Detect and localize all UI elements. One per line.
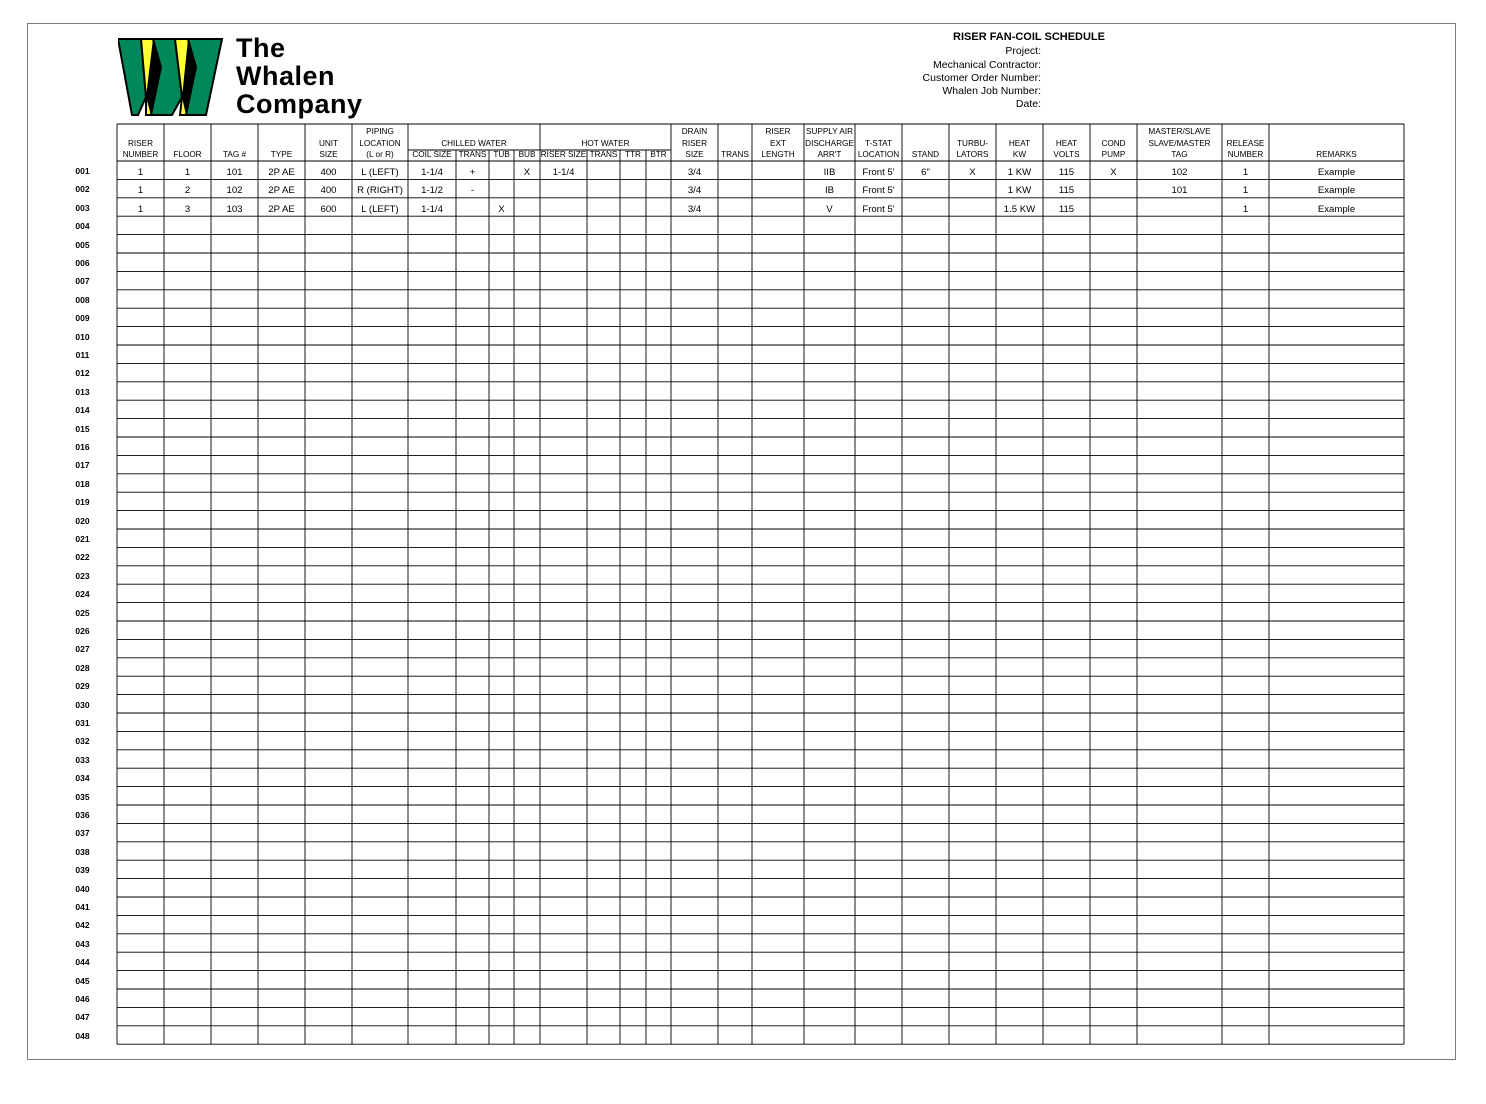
row-number: 032 xyxy=(75,736,90,747)
row-number: 027 xyxy=(75,644,90,655)
table-cell: L (LEFT) xyxy=(361,167,399,178)
row-number: 004 xyxy=(75,221,90,232)
row-number: 036 xyxy=(75,810,90,820)
row-number: 009 xyxy=(75,313,90,324)
table-cell: 1 xyxy=(1242,185,1249,197)
chilled-water-header: CHILLED WATER xyxy=(441,139,507,148)
table-cell: 400 xyxy=(320,185,337,197)
row-number: 013 xyxy=(75,386,90,397)
table-cell: IB xyxy=(824,185,835,197)
row-number: 033 xyxy=(75,754,90,765)
row-number: 026 xyxy=(75,626,90,636)
table-cell: 1 xyxy=(137,167,144,178)
row-number: 039 xyxy=(75,865,90,876)
table-cell: 101 xyxy=(1171,185,1188,197)
table-cell: X xyxy=(523,167,531,178)
column-header: TAG # xyxy=(222,149,247,159)
column-header: COND PUMP xyxy=(1101,138,1126,159)
table-cell: Front 5' xyxy=(862,167,895,178)
row-number: 024 xyxy=(75,589,90,600)
table-cell: R (RIGHT) xyxy=(357,185,403,197)
table-cell: X xyxy=(498,203,505,215)
table-cell: 1 xyxy=(137,203,144,215)
row-number: 010 xyxy=(75,331,90,342)
column-header: TRANS xyxy=(589,149,618,159)
table-cell: 3 xyxy=(184,203,191,215)
row-number: 016 xyxy=(75,442,90,452)
table-cell: 103 xyxy=(226,203,243,215)
table-cell: Example xyxy=(1317,185,1356,197)
company-name-line-3: Company xyxy=(236,89,363,119)
row-number: 022 xyxy=(75,552,90,563)
table-cell: 115 xyxy=(1058,167,1075,178)
column-header: TUB xyxy=(493,149,510,159)
row-number: 034 xyxy=(75,773,90,784)
column-header: REMARKS xyxy=(1316,149,1357,159)
row-number: 047 xyxy=(75,1012,90,1023)
table-cell: 102 xyxy=(1171,167,1188,178)
row-number: 023 xyxy=(75,570,90,581)
field-mechanical-contractor: Mechanical Contractor: xyxy=(933,58,1041,71)
row-number: 031 xyxy=(75,718,90,728)
table-cell: Front 5' xyxy=(862,203,895,215)
row-number: 048 xyxy=(75,1030,90,1041)
row-number: 019 xyxy=(75,497,90,508)
column-header: TURBU- LATORS xyxy=(956,138,989,159)
column-header: MASTER/SLAVE SLAVE/MASTER TAG xyxy=(1148,127,1211,159)
table-cell: Example xyxy=(1317,167,1356,178)
company-name-line-1: The xyxy=(236,33,286,63)
column-header: STAND xyxy=(911,149,940,159)
schedule-title: RISER FAN-COIL SCHEDULE xyxy=(953,31,1105,43)
table-cell: 2P AE xyxy=(268,203,295,215)
column-header: RISER NUMBER xyxy=(122,138,159,159)
row-number: 017 xyxy=(75,460,90,471)
table-cell: 2P AE xyxy=(268,185,295,197)
field-whalen-job-number: Whalen Job Number: xyxy=(942,85,1041,98)
table-cell: 115 xyxy=(1058,185,1075,197)
table-cell: 101 xyxy=(226,167,243,178)
column-header: DRAIN RISER SIZE xyxy=(681,127,708,159)
row-number: 028 xyxy=(75,662,90,673)
table-cell: 2 xyxy=(184,185,191,197)
table-cell: IIB xyxy=(823,167,836,178)
column-header: TRANS xyxy=(458,149,487,159)
table-cell: Front 5' xyxy=(862,185,895,197)
table-cell: 1.5 KW xyxy=(1003,203,1036,215)
column-header: COIL SIZE xyxy=(412,149,452,159)
table-cell: Example xyxy=(1317,203,1356,215)
row-number: 045 xyxy=(75,975,90,986)
table-cell: 600 xyxy=(320,203,337,215)
table-cell: V xyxy=(826,203,833,215)
row-number: 003 xyxy=(75,202,90,213)
column-header: HEAT KW xyxy=(1008,138,1031,159)
table-cell: 1 xyxy=(184,167,191,178)
column-header: PIPING LOCATION (L or R) xyxy=(359,127,401,159)
column-header: SUPPLY AIR DISCHARGE ARR'T xyxy=(805,127,854,159)
row-number: 041 xyxy=(75,902,90,912)
column-header: HEAT VOLTS xyxy=(1053,138,1080,159)
row-number: 020 xyxy=(75,515,90,526)
table-cell: 3/4 xyxy=(687,167,702,178)
row-number: 005 xyxy=(75,239,90,250)
column-header: TYPE xyxy=(270,149,293,159)
table-cell: 2P AE xyxy=(268,167,295,178)
row-number: 046 xyxy=(75,994,90,1004)
table-cell: 1-1/2 xyxy=(421,185,443,197)
field-project: Project: xyxy=(1005,45,1041,58)
row-number: 012 xyxy=(75,368,90,379)
column-header: BUB xyxy=(518,149,536,159)
column-header: RELEASE NUMBER xyxy=(1226,138,1265,159)
table-cell: 1 KW xyxy=(1007,185,1032,197)
table-cell: L (LEFT) xyxy=(361,203,399,215)
table-cell: 1 xyxy=(1242,167,1249,178)
row-number: 025 xyxy=(75,607,90,618)
table-cell: 1 KW xyxy=(1007,167,1032,178)
column-header: BTR xyxy=(650,149,667,159)
row-number: 037 xyxy=(75,828,90,839)
table-cell: 1-1/4 xyxy=(552,167,575,178)
column-header: T-STAT LOCATION xyxy=(857,138,900,159)
row-number: 030 xyxy=(75,699,90,710)
row-number: 044 xyxy=(75,957,90,968)
row-number: 038 xyxy=(75,846,90,857)
table-cell: 3/4 xyxy=(687,185,702,197)
field-customer-order-number: Customer Order Number: xyxy=(922,71,1041,84)
table-cell: 3/4 xyxy=(687,203,702,215)
column-header: RISER EXT LENGTH xyxy=(761,127,795,159)
table-cell: - xyxy=(470,185,475,197)
row-number: 006 xyxy=(75,258,90,268)
row-number: 011 xyxy=(75,350,90,360)
column-header: TTR xyxy=(625,149,641,159)
row-number: 035 xyxy=(75,791,90,802)
table-cell: 1-1/4 xyxy=(421,203,443,215)
row-number: 021 xyxy=(75,534,90,544)
row-number: 040 xyxy=(75,883,90,894)
row-number: 001 xyxy=(75,166,90,176)
row-number: 015 xyxy=(75,423,90,434)
row-number: 042 xyxy=(75,920,90,931)
table-cell: 1 xyxy=(1242,203,1249,215)
row-number: 002 xyxy=(75,184,90,195)
row-number: 018 xyxy=(75,478,90,489)
table-cell: 115 xyxy=(1058,203,1075,215)
column-header: RISER SIZE xyxy=(540,149,587,159)
column-header: UNIT SIZE xyxy=(318,138,339,159)
row-number: 014 xyxy=(75,405,90,416)
table-cell: X xyxy=(969,167,976,178)
field-date: Date: xyxy=(1015,98,1041,111)
row-number: 029 xyxy=(75,681,90,692)
table-cell: 1 xyxy=(137,185,144,197)
row-number: 008 xyxy=(75,294,90,305)
table-cell: 1-1/4 xyxy=(421,167,443,178)
table-cell: X xyxy=(1110,167,1117,178)
table-cell: + xyxy=(469,167,476,178)
column-header: TRANS xyxy=(721,149,749,159)
table-cell: 6" xyxy=(921,167,930,178)
table-cell: 400 xyxy=(320,167,337,178)
row-number: 043 xyxy=(75,938,90,949)
table-cell: 102 xyxy=(226,185,243,197)
row-number: 007 xyxy=(75,276,90,287)
column-header: FLOOR xyxy=(173,149,202,159)
hot-water-header: HOT WATER xyxy=(581,139,630,148)
company-name-line-2: Whalen xyxy=(236,61,336,91)
